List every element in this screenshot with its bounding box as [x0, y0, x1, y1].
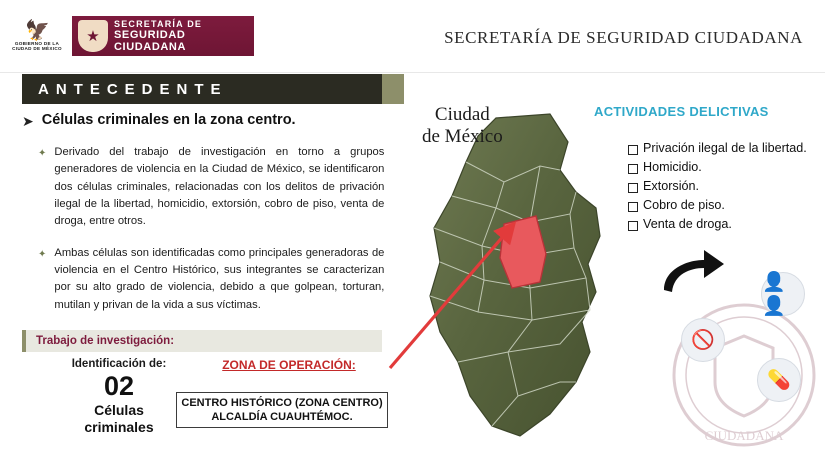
left-heading: Células criminales en la zona centro. — [41, 112, 296, 128]
slide-header — [0, 0, 825, 73]
left-heading-row — [22, 112, 414, 130]
paragraph-text-1: Derivado del trabajo de investigación en torno a grupos generadores de violencia en la Ciudad de México, se identificaron dos células criminales, relacionadas con los delitos de privación ilegal de la libertad, homicidio, extorsión, cobro de piso, venta de droga, entre otros. — [54, 145, 385, 228]
gov-logo-line-2: CIUDAD DE MÉXICO — [12, 45, 62, 51]
activity-label: Extorsión. — [643, 178, 699, 193]
checkbox-icon — [628, 183, 638, 193]
upward-arrow-icon — [660, 238, 730, 298]
list-item — [628, 216, 818, 234]
activity-label: Homicidio. — [643, 159, 702, 174]
logo-block — [6, 8, 254, 64]
zone-pointer-arrow-icon — [350, 190, 550, 390]
identification-label: Identificación de: — [71, 358, 167, 370]
checkbox-icon — [628, 202, 638, 212]
activity-label: Privación ilegal de la libertad. — [643, 141, 807, 155]
eagle-icon: 🦅 — [25, 19, 49, 42]
paragraph-text-2: Ambas células son identificadas como principales generadoras de violencia en el Centro Histórico, sus integrantes se caracterizan por su alto grado de violencia, debido a que golpean, torturan, mutilan y privan de la vida a sus víctimas. — [54, 246, 385, 311]
map-label-line-1: Ciudad — [434, 104, 490, 125]
activity-label: Venta de droga. — [643, 216, 732, 231]
map-label — [422, 104, 503, 148]
list-item — [628, 178, 818, 196]
checkbox-icon — [628, 164, 638, 174]
section-banner — [22, 74, 382, 104]
checkbox-icon — [628, 221, 638, 231]
identification-count: 02 — [103, 371, 135, 401]
watermark-label: CIUDADANA — [704, 428, 784, 443]
map-label-line-2: de México — [422, 125, 503, 147]
identification-sub-line-1: Células — [94, 402, 144, 419]
drugs-icon: 💊 — [757, 358, 801, 402]
checkbox-icon — [628, 145, 638, 155]
list-item — [628, 159, 818, 177]
kidnapping-icon: 🚫 — [681, 318, 725, 362]
diamond-bullet-icon: ✦ — [38, 147, 47, 159]
activities-title: ACTIVIDADES DELICTIVAS — [594, 104, 769, 119]
section-banner-label: ANTECEDENTE — [38, 80, 228, 98]
ssc-logo-line-2: SEGURIDAD CIUDADANA — [114, 28, 187, 54]
investigation-bar — [22, 330, 382, 352]
identification-block — [44, 358, 194, 436]
ssc-logo — [72, 16, 254, 56]
diamond-bullet-icon: ✦ — [38, 248, 47, 260]
activities-list — [628, 140, 818, 234]
operation-zone-box — [176, 392, 388, 428]
handshake-icon: 👤👤 — [761, 272, 805, 316]
shield-icon: ★ — [78, 20, 108, 52]
list-item — [628, 197, 818, 215]
operation-zone-title: ZONA DE OPERACIÓN: — [222, 358, 356, 372]
page-title: SECRETARÍA DE SEGURIDAD CIUDADANA — [444, 28, 803, 47]
arrow-bullet-icon: ➤ — [22, 113, 34, 129]
investigation-label: Trabajo de investigación: — [36, 335, 175, 347]
ssc-logo-line-1: SECRETARÍA DE — [114, 18, 203, 29]
activity-label: Cobro de piso. — [643, 197, 725, 212]
identification-sub-line-2: criminales — [84, 418, 154, 435]
operation-zone-line-1: CENTRO HISTÓRICO (ZONA CENTRO) — [181, 396, 383, 409]
cdmx-government-logo — [6, 10, 68, 62]
list-item — [628, 140, 818, 158]
gov-logo-line-1: GOBIERNO DE LA — [14, 40, 60, 46]
operation-zone-line-2: ALCALDÍA CUAUHTÉMOC. — [211, 411, 353, 423]
